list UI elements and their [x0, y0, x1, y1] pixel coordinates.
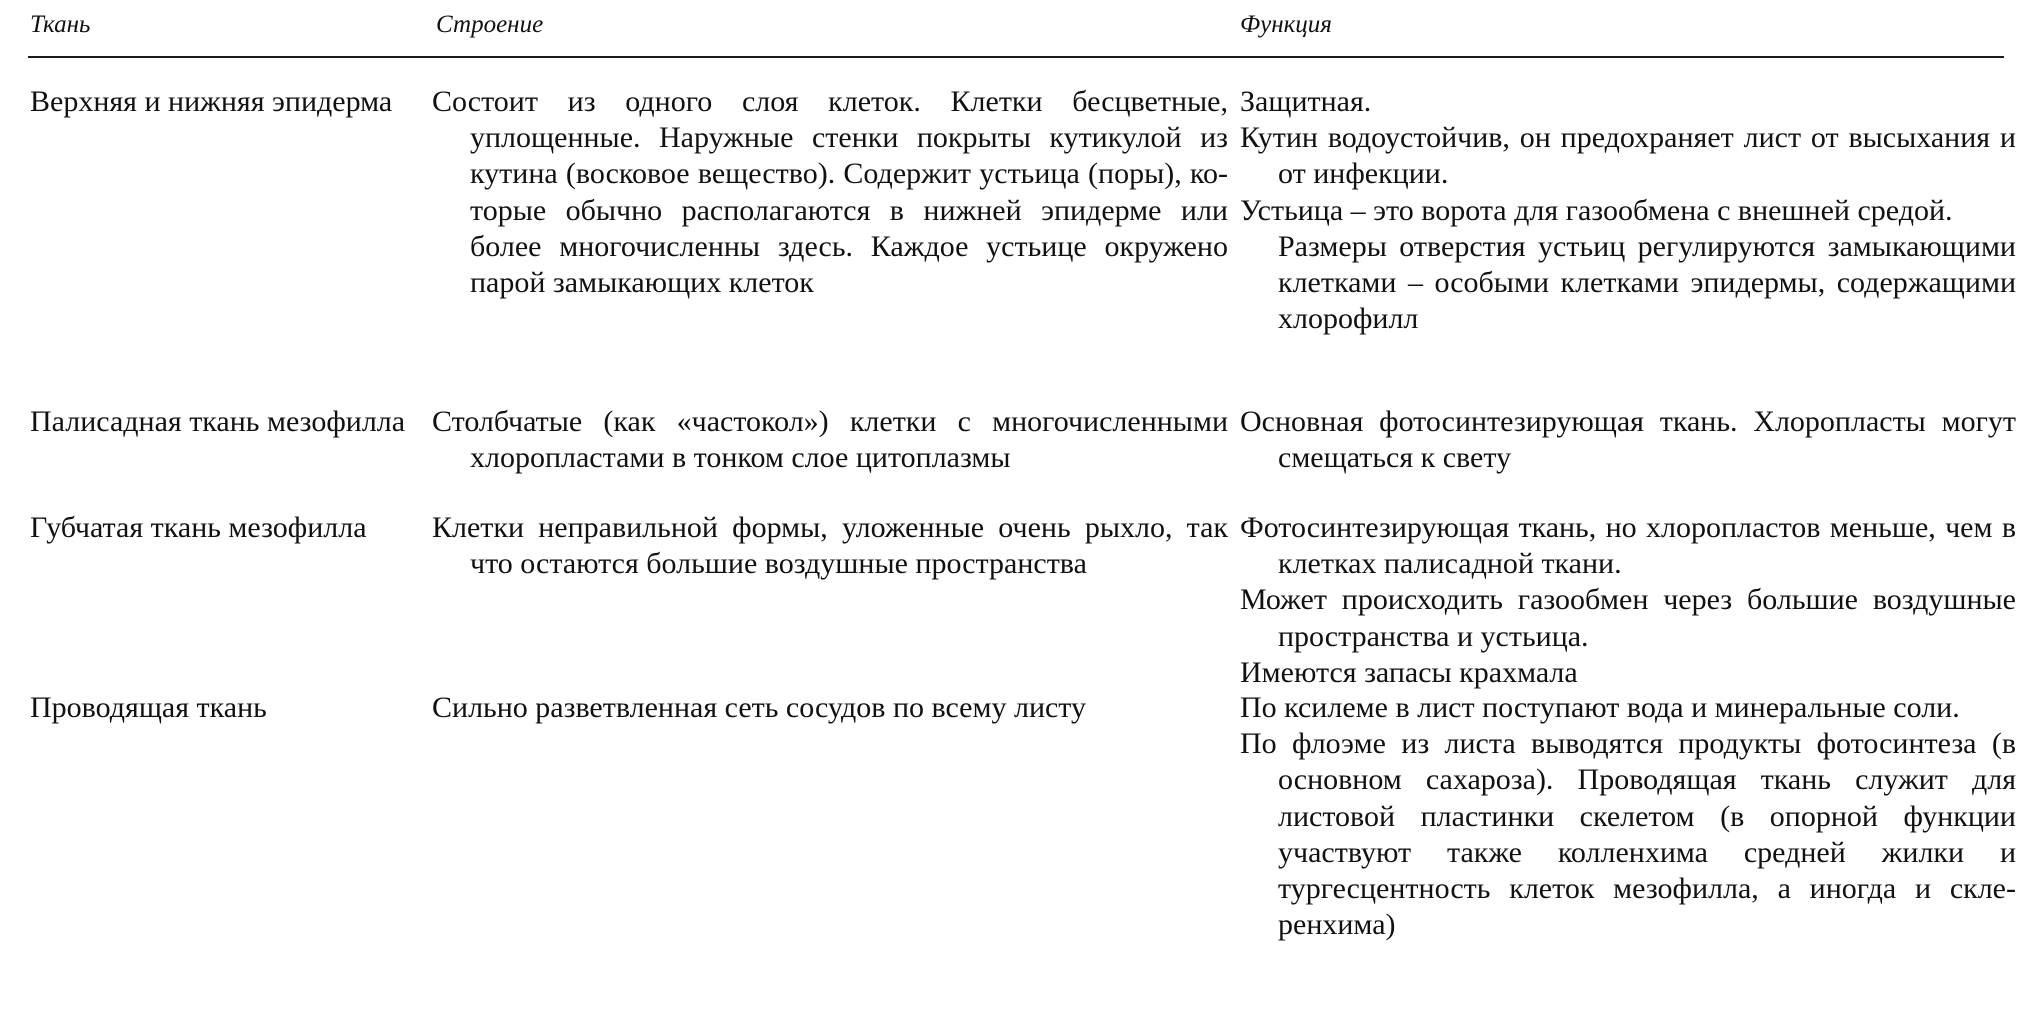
header-rule — [28, 56, 2004, 58]
function-paragraph: Размеры отверстия устьиц регулируются замыкающими клетками – особыми клетками эпидермы, содержащими хлорофилл — [1278, 229, 2016, 336]
function-paragraph: По флоэме из листа выводятся продукты фотосинтеза (в основном сахароза). Проводящая ткань служит для листовой пластинки скелетом (в опорной функции участвуют также колленхима средней жилки и тургесцентность клеток мезофилла, а иногда и склеренхима) — [1240, 727, 2016, 942]
header-tissue: Ткань — [30, 11, 91, 38]
header-function: Функция — [1240, 11, 1332, 38]
tissue-name: Верхняя и нижняя эпидерма — [30, 85, 393, 118]
function-paragraph: Фотосинтезирующая ткань, но хлоропластов меньше, чем в клетках палисадной ткани. — [1240, 511, 2016, 581]
function-text — [1240, 690, 2016, 943]
structure-text: Состоит из одного слоя клеток. Клетки бесцветные, уплощенные. Наружные стенки покрыты кутикулой из кутина (восковое вещество). Содержит устьица (поры), которые обычно располагаются в нижней эпидерме или более многочисленны здесь. Каждое устьице окружено парой замыкающих клеток — [432, 85, 1228, 300]
function-paragraph: Устьица – это ворота для газообмена с внешней средой. — [1240, 193, 1953, 227]
function-paragraph: Кутин водоустойчив, он предохраняет лист от высыхания и от инфекции. — [1240, 121, 2016, 191]
function-text — [1240, 510, 2016, 691]
structure-text: Столбчатые (как «частокол») клетки с многочисленными хлоропластами в тонком слое цитоплазмы — [432, 405, 1228, 475]
function-paragraph: Защитная. — [1240, 85, 1372, 118]
tissue-name: Палисадная ткань мезофилла — [30, 405, 406, 438]
function-text — [1240, 84, 2016, 337]
function-text — [1240, 404, 2016, 476]
tissue-name: Проводящая ткань — [30, 691, 267, 724]
structure-text: Сильно разветвленная сеть сосудов по всему листу — [432, 691, 1087, 724]
tissue-name: Губчатая ткань мезофилла — [30, 511, 367, 544]
function-paragraph: Основная фотосинтезирующая ткань. Хлоропласты могут смещаться к свету — [1240, 405, 2016, 475]
table-header — [0, 0, 2034, 58]
header-structure: Строение — [436, 11, 544, 38]
structure-text: Клетки неправильной формы, уложенные очень рыхло, так что остаются большие воздушные пространства — [432, 511, 1228, 581]
function-paragraph: Имеются запасы крахмала — [1240, 655, 1578, 689]
function-paragraph: Может происходить газообмен через большие воздушные пространства и устьица. — [1240, 583, 2016, 653]
function-paragraph: По ксилеме в лист поступают вода и минеральные соли. — [1240, 691, 1960, 724]
